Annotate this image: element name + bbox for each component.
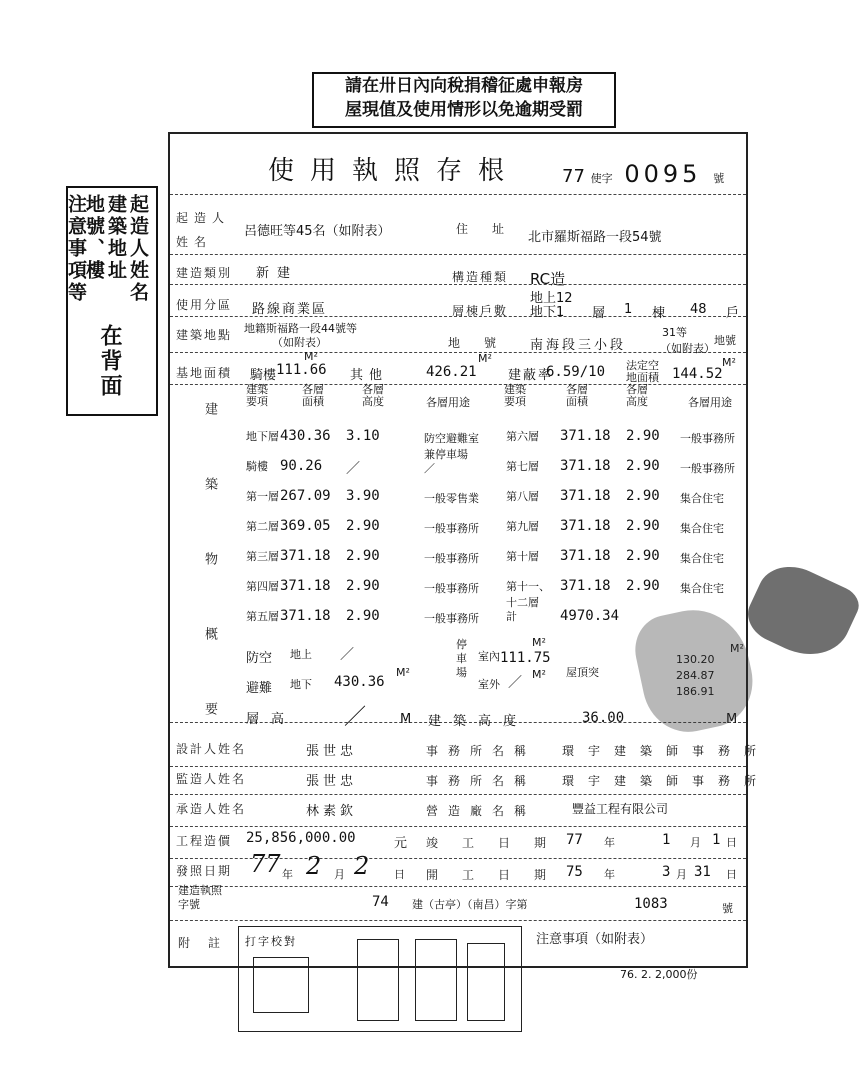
divider xyxy=(170,194,746,195)
permit-char: 使字 xyxy=(590,172,613,185)
complete-year: 77 xyxy=(566,832,583,848)
proofread-seal-box xyxy=(238,926,522,1032)
coverage-value: 6.59/10 xyxy=(546,364,606,380)
divider xyxy=(170,794,746,795)
floor-left-height: 2.90 xyxy=(346,608,380,624)
side-note-col1: 起造人姓名 xyxy=(127,194,149,304)
floor-left-use: ／ xyxy=(424,462,435,475)
floor-left-area: 430.36 xyxy=(280,428,331,444)
floor-left-height: 2.90 xyxy=(346,578,380,594)
side-note-col3: 地號、樓 xyxy=(83,194,105,282)
floor-left-area: 371.18 xyxy=(280,608,331,624)
floors-unit: 層 xyxy=(592,306,606,321)
issue-month: 2 xyxy=(306,852,322,880)
divider xyxy=(170,920,746,921)
floor-right-area: 371.18 xyxy=(560,428,611,444)
story-height-unit: M xyxy=(400,712,412,727)
side-note-col4: 注意事項等 xyxy=(65,194,87,304)
arcade-label: 騎樓 xyxy=(250,368,277,383)
floor-right-height: 2.90 xyxy=(626,458,660,474)
site-value-line2: （如附表） xyxy=(272,336,327,349)
header-height-left: 各層高度 xyxy=(362,383,384,408)
complete-year-unit: 年 xyxy=(604,836,615,849)
permit-number-suffix: 號 xyxy=(722,902,733,915)
lot-suffix: 地號 xyxy=(714,334,736,347)
divider xyxy=(170,254,746,255)
floor-right-use: 一般事務所 xyxy=(680,432,735,445)
divider xyxy=(170,766,746,767)
parking-in-label: 室內 xyxy=(478,650,500,663)
address-value: 北市羅斯福路一段54號 xyxy=(528,230,662,245)
floor-right-item: 第十層 xyxy=(506,550,539,563)
designer-office-label: 事務所名稱 xyxy=(426,744,537,758)
start-day-unit: 日 xyxy=(726,868,737,881)
divider xyxy=(170,826,746,827)
issue-day: 2 xyxy=(354,852,370,880)
proofread-seal xyxy=(253,957,309,1013)
floor-left-height: 2.90 xyxy=(346,518,380,534)
floor-right-area: 371.18 xyxy=(560,578,611,594)
floor-right-item: 第十一、十二層 xyxy=(506,580,550,609)
floor-right-use: 集合住宅 xyxy=(680,492,724,505)
floor-right-height: 2.90 xyxy=(626,578,660,594)
lot-label: 地號 xyxy=(448,336,521,350)
buildings-count: 1 xyxy=(624,302,633,317)
tax-notice-stamp xyxy=(312,72,616,128)
header-item-right: 建築要項 xyxy=(504,383,526,408)
floor-left-item: 第三層 xyxy=(246,550,279,563)
other-area: 426.21 xyxy=(426,364,477,380)
cost-value: 25,856,000.00 xyxy=(246,830,356,846)
floor-left-area: 371.18 xyxy=(280,548,331,564)
side-note-col2: 建築地址 xyxy=(105,194,127,282)
structure-value: RC造 xyxy=(530,270,566,288)
complete-day-unit: 日 xyxy=(726,836,737,849)
complete-day: 1 xyxy=(712,832,721,848)
zoning-label: 使用分區 xyxy=(176,298,233,312)
floor-left-area: 371.18 xyxy=(280,578,331,594)
header-area-right: 各層面積 xyxy=(566,383,588,408)
floor-right-item: 第九層 xyxy=(506,520,539,533)
site-label: 建築地點 xyxy=(176,328,233,342)
issue-year: 77 xyxy=(250,850,281,878)
applicant-value: 呂德旺等45名（如附表） xyxy=(244,224,391,239)
area-label: 基地面積 xyxy=(176,366,233,380)
floor-left-height: ／ xyxy=(346,461,360,477)
building-height: 36.00 xyxy=(582,710,625,726)
floor-right-item: 第六層 xyxy=(506,430,539,443)
parking-in: 111.75 xyxy=(500,650,551,666)
shelter-above-label: 地上 xyxy=(290,648,312,661)
permit-number-value: 1083 xyxy=(634,896,668,912)
permit-char-value: 建（古亭）（南昌）字第 xyxy=(412,898,528,911)
floors-below: 地下1 xyxy=(530,305,565,320)
coverage-label: 建蔽率 xyxy=(508,368,554,383)
parking-label: 停車場 xyxy=(456,638,467,679)
other-label: 其他 xyxy=(350,368,389,383)
floor-left-use: 一般事務所 xyxy=(424,522,479,535)
floor-left-use: 一般事務所 xyxy=(424,552,479,565)
floor-right-height: 2.90 xyxy=(626,518,660,534)
cost-label: 工程造價 xyxy=(176,834,233,848)
permit-number xyxy=(562,160,724,188)
floor-left-item: 第一層 xyxy=(246,490,279,503)
factory-label: 營造廠名稱 xyxy=(426,804,537,818)
permit-suffix: 號 xyxy=(713,172,725,185)
floor-right-height: 2.90 xyxy=(626,548,660,564)
issue-day-unit: 日 xyxy=(394,868,405,881)
complete-month: 1 xyxy=(662,832,671,848)
form-title: 使用執照存根 xyxy=(268,156,521,186)
note-label: 附註 xyxy=(178,936,239,950)
floor-left-height: 3.90 xyxy=(346,488,380,504)
shelter-above: ／ xyxy=(340,647,354,663)
supervisor-office-label: 事務所名稱 xyxy=(426,774,537,788)
shelter-label: 防空避難 xyxy=(246,651,273,696)
supervisor-name: 張世忠 xyxy=(306,774,358,789)
open-area: 144.52 xyxy=(672,366,723,382)
roof-value-3: 186.91 xyxy=(676,685,715,698)
floor-right-item: 計 xyxy=(506,610,517,623)
other-unit: M² xyxy=(478,352,492,365)
lot-value: 南海段三小段 xyxy=(530,338,627,353)
parking-in-unit: M² xyxy=(532,636,546,649)
build-type-label: 建造類別 xyxy=(176,266,233,280)
print-info: 76. 2. 2,000份 xyxy=(620,968,698,981)
floor-left-area: 90.26 xyxy=(280,458,323,474)
roof-value-2: 284.87 xyxy=(676,669,715,682)
roof-value-1: 130.20 xyxy=(676,653,715,666)
households-unit: 戶 xyxy=(726,306,740,321)
floor-left-item: 第二層 xyxy=(246,520,279,533)
story-height: ／ xyxy=(344,705,367,730)
notice-line-2: 屋現值及使用情形以免逾期受罰 xyxy=(345,100,583,120)
floor-left-item: 第四層 xyxy=(246,580,279,593)
header-height-right: 各層高度 xyxy=(626,383,648,408)
designer-office: 環宇建築師事務所 xyxy=(562,744,771,758)
side-note-col5: 在背面 xyxy=(97,324,123,399)
floor-left-height: 3.10 xyxy=(346,428,380,444)
building-section-label: 建築物概要 xyxy=(202,402,217,777)
floors-above: 地上12 xyxy=(530,291,573,306)
complete-month-unit: 月 xyxy=(690,836,701,849)
header-use-right: 各層用途 xyxy=(688,396,732,409)
floor-right-use: 集合住宅 xyxy=(680,552,724,565)
shelter-below: 430.36 xyxy=(334,674,385,690)
supervisor-office: 環宇建築師事務所 xyxy=(562,774,771,788)
floor-right-height: 2.90 xyxy=(626,428,660,444)
header-item-left: 建築要項 xyxy=(246,383,268,408)
arcade-unit: M² xyxy=(304,350,318,363)
roof-label: 屋頂突 xyxy=(566,666,599,679)
floor-right-area: 4970.34 xyxy=(560,608,620,624)
building-height-unit: M xyxy=(726,712,738,727)
side-note-box xyxy=(66,186,158,416)
permit-serial: 0095 xyxy=(624,160,702,188)
floor-left-item: 第五層 xyxy=(246,610,279,623)
lot-note: （如附表） xyxy=(660,342,715,355)
start-year-unit: 年 xyxy=(604,868,615,881)
floor-left-height: 2.90 xyxy=(346,548,380,564)
floor-right-use: 集合住宅 xyxy=(680,582,724,595)
floor-right-use: 一般事務所 xyxy=(680,462,735,475)
start-month: 3 xyxy=(662,864,671,880)
floor-right-item: 第七層 xyxy=(506,460,539,473)
parking-out-label: 室外 xyxy=(478,678,500,691)
floor-right-area: 371.18 xyxy=(560,518,611,534)
header-use-left: 各層用途 xyxy=(426,396,470,409)
structure-label: 構造種類 xyxy=(452,270,509,284)
floors-stack xyxy=(530,292,573,320)
contractor-label: 承造人姓名 xyxy=(176,802,247,816)
floor-left-item: 騎樓 xyxy=(246,460,268,473)
complete-label: 竣工日期 xyxy=(426,836,571,850)
issue-year-unit: 年 xyxy=(282,868,293,881)
start-month-unit: 月 xyxy=(676,868,687,881)
zoning-value: 路線商業區 xyxy=(252,302,328,317)
floor-right-use: 集合住宅 xyxy=(680,522,724,535)
site-value-line1: 地籍斯福路一段44號等 xyxy=(244,322,357,335)
open-area-unit: M² xyxy=(722,356,736,369)
address-label: 住址 xyxy=(456,222,529,236)
parking-out-unit: M² xyxy=(532,668,546,681)
floor-right-item: 第八層 xyxy=(506,490,539,503)
lot-number: 31等 xyxy=(662,326,687,339)
open-area-label: 法定空地面積 xyxy=(626,359,659,384)
applicant-label: 起造人姓名 xyxy=(176,211,231,249)
contractor-name: 林素欽 xyxy=(306,804,358,819)
designer-label: 設計人姓名 xyxy=(176,742,247,756)
header-area-left: 各層面積 xyxy=(302,383,324,408)
divider xyxy=(170,886,746,887)
issue-month-unit: 月 xyxy=(334,868,345,881)
attention-note: 注意事項（如附表） xyxy=(536,932,654,947)
floor-right-area: 371.18 xyxy=(560,548,611,564)
roof-unit: M² xyxy=(730,642,744,655)
chief-seal xyxy=(467,943,505,1021)
cost-unit: 元 xyxy=(394,836,408,851)
build-type-value: 新建 xyxy=(256,266,299,281)
factory-name: 豐益工程有限公司 xyxy=(572,802,669,816)
building-height-label: 建築高度 xyxy=(428,714,529,729)
issue-label: 發照日期 xyxy=(176,864,233,878)
permit-label: 建造執照字號 xyxy=(178,884,222,911)
floor-left-use: 一般零售業 xyxy=(424,492,479,505)
households-count: 48 xyxy=(690,302,707,317)
floor-right-area: 371.18 xyxy=(560,488,611,504)
floor-left-area: 369.05 xyxy=(280,518,331,534)
permit-year-value: 74 xyxy=(372,894,389,910)
permit-year: 77 xyxy=(562,166,585,187)
ink-stain xyxy=(740,555,864,670)
floor-right-area: 371.18 xyxy=(560,458,611,474)
start-label: 開工日期 xyxy=(426,868,571,882)
floor-left-use: 一般事務所 xyxy=(424,582,479,595)
designer-name: 張世忠 xyxy=(306,744,358,759)
supervisor-label: 監造人姓名 xyxy=(176,772,247,786)
floor-left-area: 267.09 xyxy=(280,488,331,504)
arcade-area: 111.66 xyxy=(276,362,327,378)
story-height-label: 層高 xyxy=(246,712,297,727)
shelter-below-label: 地下 xyxy=(290,678,312,691)
shelter-below-unit: M² xyxy=(396,666,410,679)
buildings-unit: 棟 xyxy=(652,306,666,321)
notice-line-1: 請在卅日內向稅捐稽征處申報房 xyxy=(345,76,583,96)
floors-label: 層棟戶數 xyxy=(452,304,509,318)
reviewer-seal xyxy=(357,939,399,1021)
approver-seal xyxy=(415,939,457,1021)
floor-left-use: 防空避難室兼停車場 xyxy=(424,432,479,461)
floor-left-use: 一般事務所 xyxy=(424,612,479,625)
start-day: 31 xyxy=(694,864,711,880)
floor-right-height: 2.90 xyxy=(626,488,660,504)
site-value xyxy=(244,322,357,350)
start-year: 75 xyxy=(566,864,583,880)
floor-left-item: 地下層 xyxy=(246,430,279,443)
proofread-label: 打字校對 xyxy=(245,935,297,948)
parking-out: ／ xyxy=(508,675,522,691)
